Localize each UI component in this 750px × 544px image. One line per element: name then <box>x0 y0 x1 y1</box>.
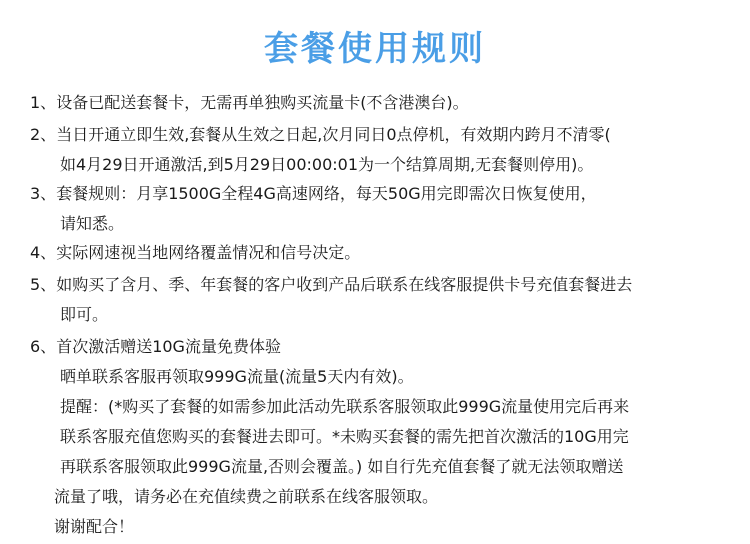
rule-2 <box>30 122 730 182</box>
rule-number: 1、 <box>30 93 57 112</box>
rule-number: 2、 <box>30 125 57 144</box>
rule-3 <box>30 181 730 241</box>
rule-1 <box>30 90 730 120</box>
rule-text: 套餐规则：月享1500G全程4G高速网络，每天50G用完即需次日恢复使用， <box>56 184 597 203</box>
rule-text: 请知悉。 <box>60 214 125 233</box>
page-title: 套餐使用规则 <box>264 29 486 69</box>
rule-number: 4、 <box>30 243 57 262</box>
reminder-line: 流量了哦，请务必在充值续费之前联系在线客服领取。 <box>54 487 439 506</box>
extra-line: 晒单联系客服再领取999G流量(流量5天内有效)。 <box>60 367 414 386</box>
rule-text: 当日开通立即生效,套餐从生效之日起,次月同日0点停机，有效期内跨月不清零( <box>56 125 611 144</box>
reminder-line: 再联系客服领取此999G流量,否则会覆盖。) 如自行先充值套餐了就无法领取赠送 <box>60 457 624 476</box>
reminder-line: 提醒：(*购买了套餐的如需参加此活动先联系客服领取此999G流量使用完后再来 <box>60 397 630 416</box>
thanks-line: 谢谢配合！ <box>54 517 135 536</box>
rule-text: 首次激活赠送10G流量免费体验 <box>56 337 281 356</box>
rule-text: 如购买了含月、季、年套餐的客户收到产品后联系在线客服提供卡号充值套餐进去 <box>56 275 633 294</box>
rule-text: 即可。 <box>60 305 109 324</box>
rule-number: 5、 <box>30 275 57 294</box>
rule-text: 如4月29日开通激活,到5月29日00:00:01为一个结算周期,无套餐则停用)。 <box>60 155 594 174</box>
rule-text: 实际网速视当地网络覆盖情况和信号决定。 <box>56 243 361 262</box>
rule-6 <box>30 334 730 544</box>
reminder-line: 联系客服充值您购买的套餐进去即可。*未购买套餐的需先把首次激活的10G用完 <box>60 427 629 446</box>
rule-number: 3、 <box>30 184 57 203</box>
rule-number: 6、 <box>30 337 57 356</box>
rule-4 <box>30 240 730 270</box>
rule-5 <box>30 272 730 332</box>
rule-text: 设备已配送套餐卡，无需再单独购买流量卡(不含港澳台)。 <box>56 93 469 112</box>
